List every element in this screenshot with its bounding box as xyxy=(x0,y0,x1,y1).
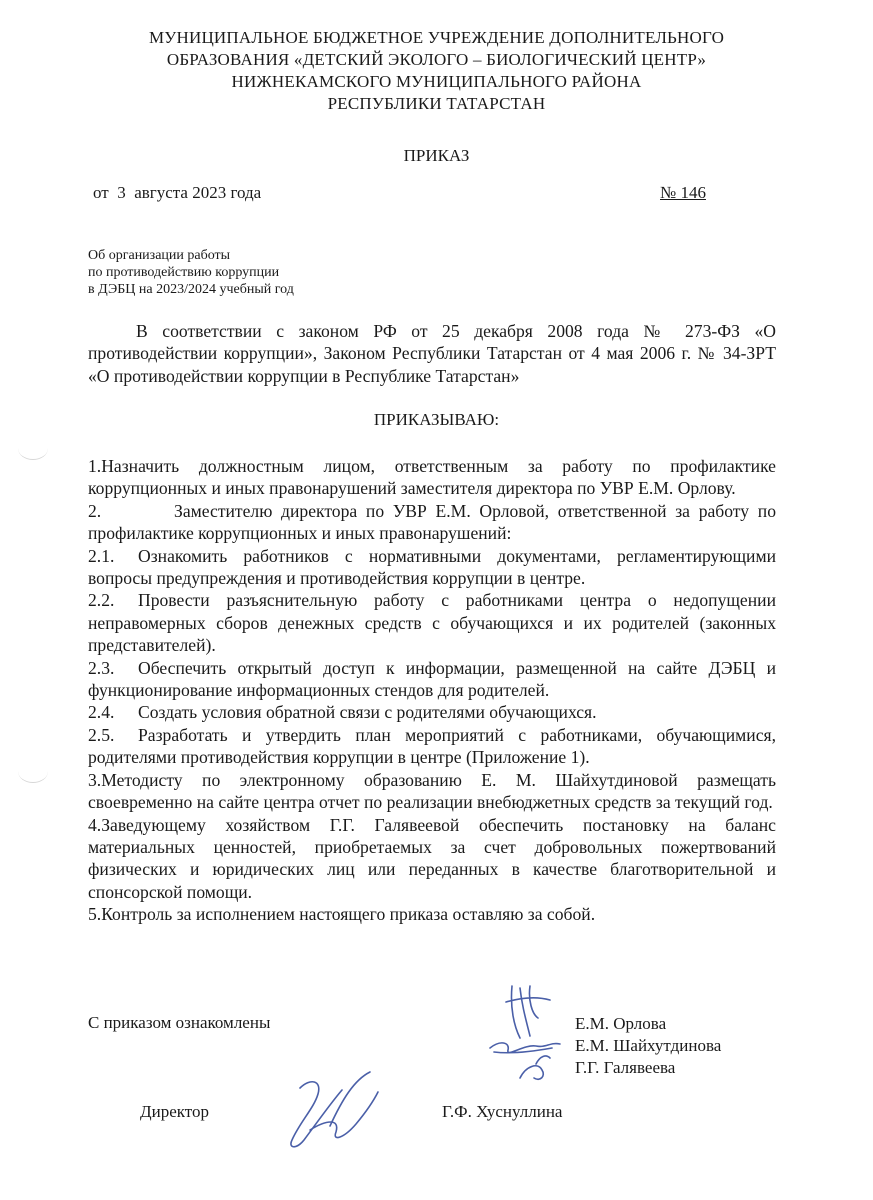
subject-line: в ДЭБЦ на 2023/2024 учебный год xyxy=(88,282,294,297)
item-2-5 xyxy=(88,724,776,769)
item-2-1-text: Ознакомить работников с нормативными документами, регламентирующими вопросы предупреждения и противодействия коррупции в центре. xyxy=(88,545,776,589)
item-2 xyxy=(88,500,776,545)
director-name: Г.Ф. Хуснуллина xyxy=(442,1102,563,1121)
item-1: 1.Назначить должностным лицом, ответственным за работу по профилактике коррупционных и иных правонарушений заместителя директора по УВР Е.М. Орлову. xyxy=(88,456,776,499)
document-type: ПРИКАЗ xyxy=(403,146,470,165)
order-word: ПРИКАЗЫВАЮ: xyxy=(373,410,500,429)
item-2-5-text: Разработать и утвердить план мероприятий с работниками, обучающимися, родителями противодействия коррупции в центре (Приложение 1). xyxy=(88,724,776,768)
director-label: Директор xyxy=(140,1102,209,1121)
subject-line: Об организации работы xyxy=(88,248,231,263)
order-date: от 3 августа 2023 года xyxy=(93,183,262,202)
item-2-2 xyxy=(88,589,776,656)
item-2-3 xyxy=(88,657,776,702)
subject-line: по противодействию коррупции xyxy=(88,265,280,280)
org-line: НИЖНЕКАМСКОГО МУНИЦИПАЛЬНОГО РАЙОНА xyxy=(231,72,642,91)
item-2-5-number: 2.5. xyxy=(88,724,115,745)
item-2-1 xyxy=(88,545,776,590)
item-2-text: Заместителю директора по УВР Е.М. Орловой, ответственной за работу по профилактике коррупционных и иных правонарушений: xyxy=(88,500,776,544)
order-subject xyxy=(88,247,388,298)
item-2-4-text: Создать условия обратной связи с родителями обучающихся. xyxy=(138,702,597,723)
punch-hole-mark xyxy=(18,437,48,460)
punch-hole-mark xyxy=(18,760,48,783)
org-line: РЕСПУБЛИКИ ТАТАРСТАН xyxy=(327,94,546,113)
item-4: 4.Заведующему хозяйством Г.Г. Галявеевой обеспечить постановку на баланс материальных ценностей, приобретаемых за счет добровольных пожертвований физических и юридических лиц или переданных в качестве благотворительной и спонсорской помощи. xyxy=(88,814,776,902)
order-number: № 146 xyxy=(660,183,706,202)
organization-name xyxy=(0,27,873,115)
item-3: 3.Методисту по электронному образованию Е. М. Шайхутдиновой размещать своевременно на сайте центра отчет по реализации внебюджетных средств за текущий год. xyxy=(88,769,776,813)
preamble: В соответствии с законом РФ от 25 декабря 2008 года № 273-ФЗ «О противодействии коррупции», Законом Республики Татарстан от 4 мая 2006 г. № 34-ЗРТ «О противодействии коррупции в Республике Татарстан» xyxy=(88,321,776,386)
acquainted-name: Е.М. Орлова xyxy=(575,1014,667,1033)
item-2-3-number: 2.3. xyxy=(88,657,115,678)
director-signature xyxy=(270,1060,400,1160)
item-2-2-text: Провести разъяснительную работу с работниками центра о недопущении неправомерных сборов денежных средств с обучающихся и их родителей (законных представителей). xyxy=(88,590,776,656)
acquainted-label: С приказом ознакомлены xyxy=(88,1013,271,1032)
staff-signatures xyxy=(480,978,590,1088)
org-line: МУНИЦИПАЛЬНОЕ БЮДЖЕТНОЕ УЧРЕЖДЕНИЕ ДОПОЛНИТЕЛЬНОГО xyxy=(148,28,725,47)
item-2-number: 2. xyxy=(88,500,102,521)
item-2-4 xyxy=(88,701,776,723)
item-2-3-text: Обеспечить открытый доступ к информации, размещенной на сайте ДЭБЦ и функционирование информационных стендов для родителей. xyxy=(88,657,776,701)
item-5: 5.Контроль за исполнением настоящего приказа оставляю за собой. xyxy=(88,904,596,925)
order-items xyxy=(88,455,776,926)
item-2-1-number: 2.1. xyxy=(88,545,115,566)
acquainted-names xyxy=(575,1013,721,1079)
acquainted-name: Е.М. Шайхутдинова xyxy=(575,1036,722,1055)
item-2-2-number: 2.2. xyxy=(88,590,115,611)
org-line: ОБРАЗОВАНИЯ «ДЕТСКИЙ ЭКОЛОГО – БИОЛОГИЧЕСКИЙ ЦЕНТР» xyxy=(166,50,707,69)
acquainted-name: Г.Г. Галявеева xyxy=(575,1058,676,1077)
item-2-4-number: 2.4. xyxy=(88,702,115,723)
